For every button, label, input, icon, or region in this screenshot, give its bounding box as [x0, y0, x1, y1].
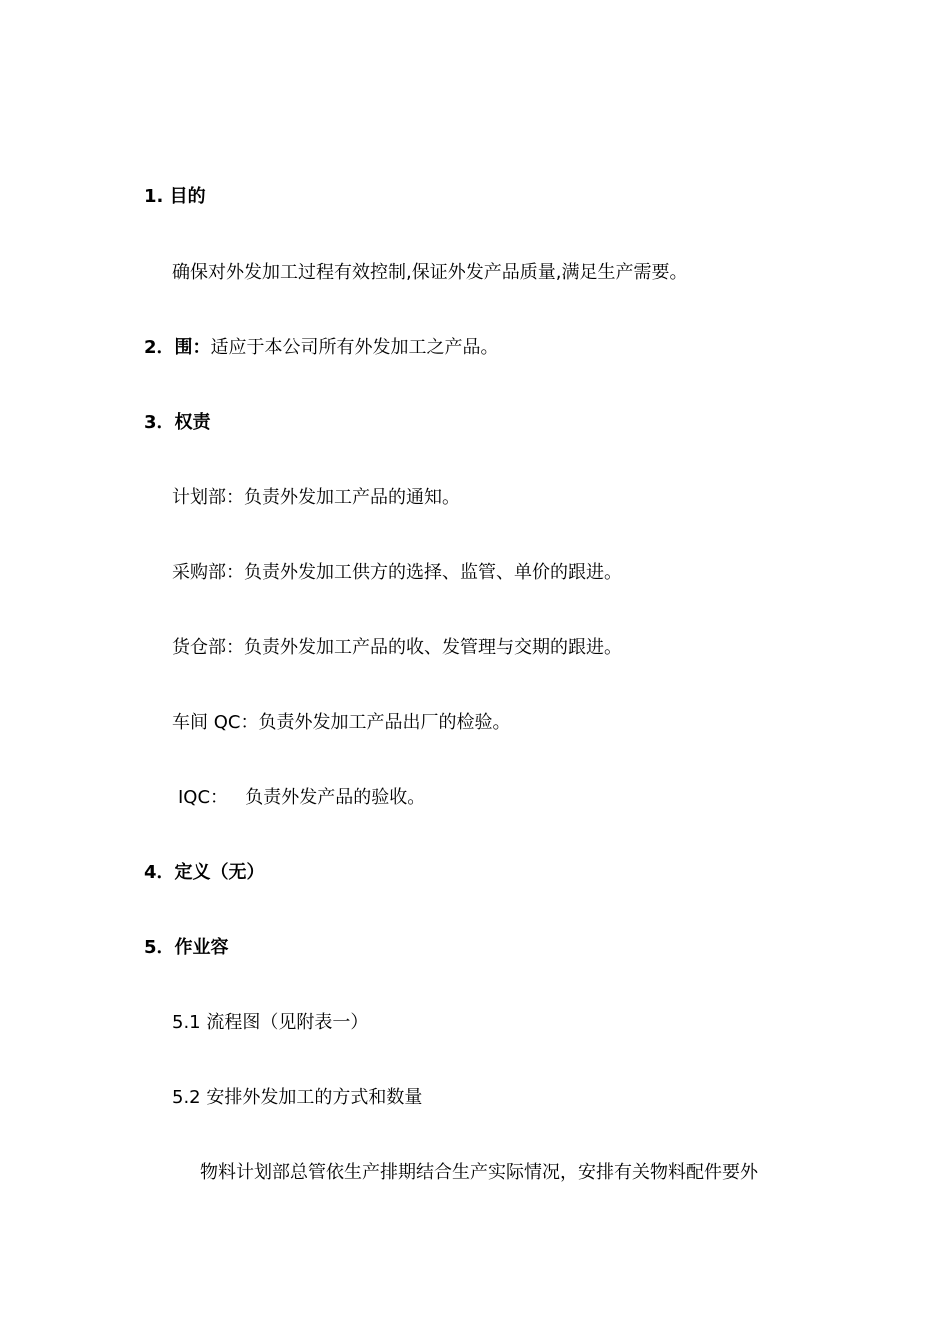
section-5-1: 5.1 流程图（见附表一）	[172, 1012, 369, 1033]
section-3-heading: 3．权责	[144, 412, 211, 433]
responsibility-iqc: IQC： 负责外发产品的验收。	[178, 787, 426, 808]
section-4-heading: 4．定义（无）	[144, 862, 265, 883]
section-5-2-paragraph: 物料计划部总管依生产排期结合生产实际情况，安排有关物料配件要外	[200, 1162, 758, 1183]
section-1-body: 确保对外发加工过程有效控制,保证外发产品质量,满足生产需要。	[172, 262, 688, 283]
section-5-heading: 5．作业容	[144, 937, 229, 958]
section-5-2: 5.2 安排外发加工的方式和数量	[172, 1087, 423, 1108]
responsibility-purchasing: 采购部：负责外发加工供方的选择、监管、单价的跟进。	[172, 562, 622, 583]
section-2-title: 2．围：	[144, 337, 211, 358]
section-2-body: 适应于本公司所有外发加工之产品。	[210, 337, 499, 358]
responsibility-workshop-qc: 车间 QC：负责外发加工产品出厂的检验。	[172, 712, 511, 733]
section-2-heading	[144, 336, 499, 360]
responsibility-warehouse: 货仓部：负责外发加工产品的收、发管理与交期的跟进。	[172, 637, 622, 658]
section-1-heading: 1. 目的	[144, 186, 206, 207]
responsibility-planning: 计划部：负责外发加工产品的通知。	[172, 487, 460, 508]
